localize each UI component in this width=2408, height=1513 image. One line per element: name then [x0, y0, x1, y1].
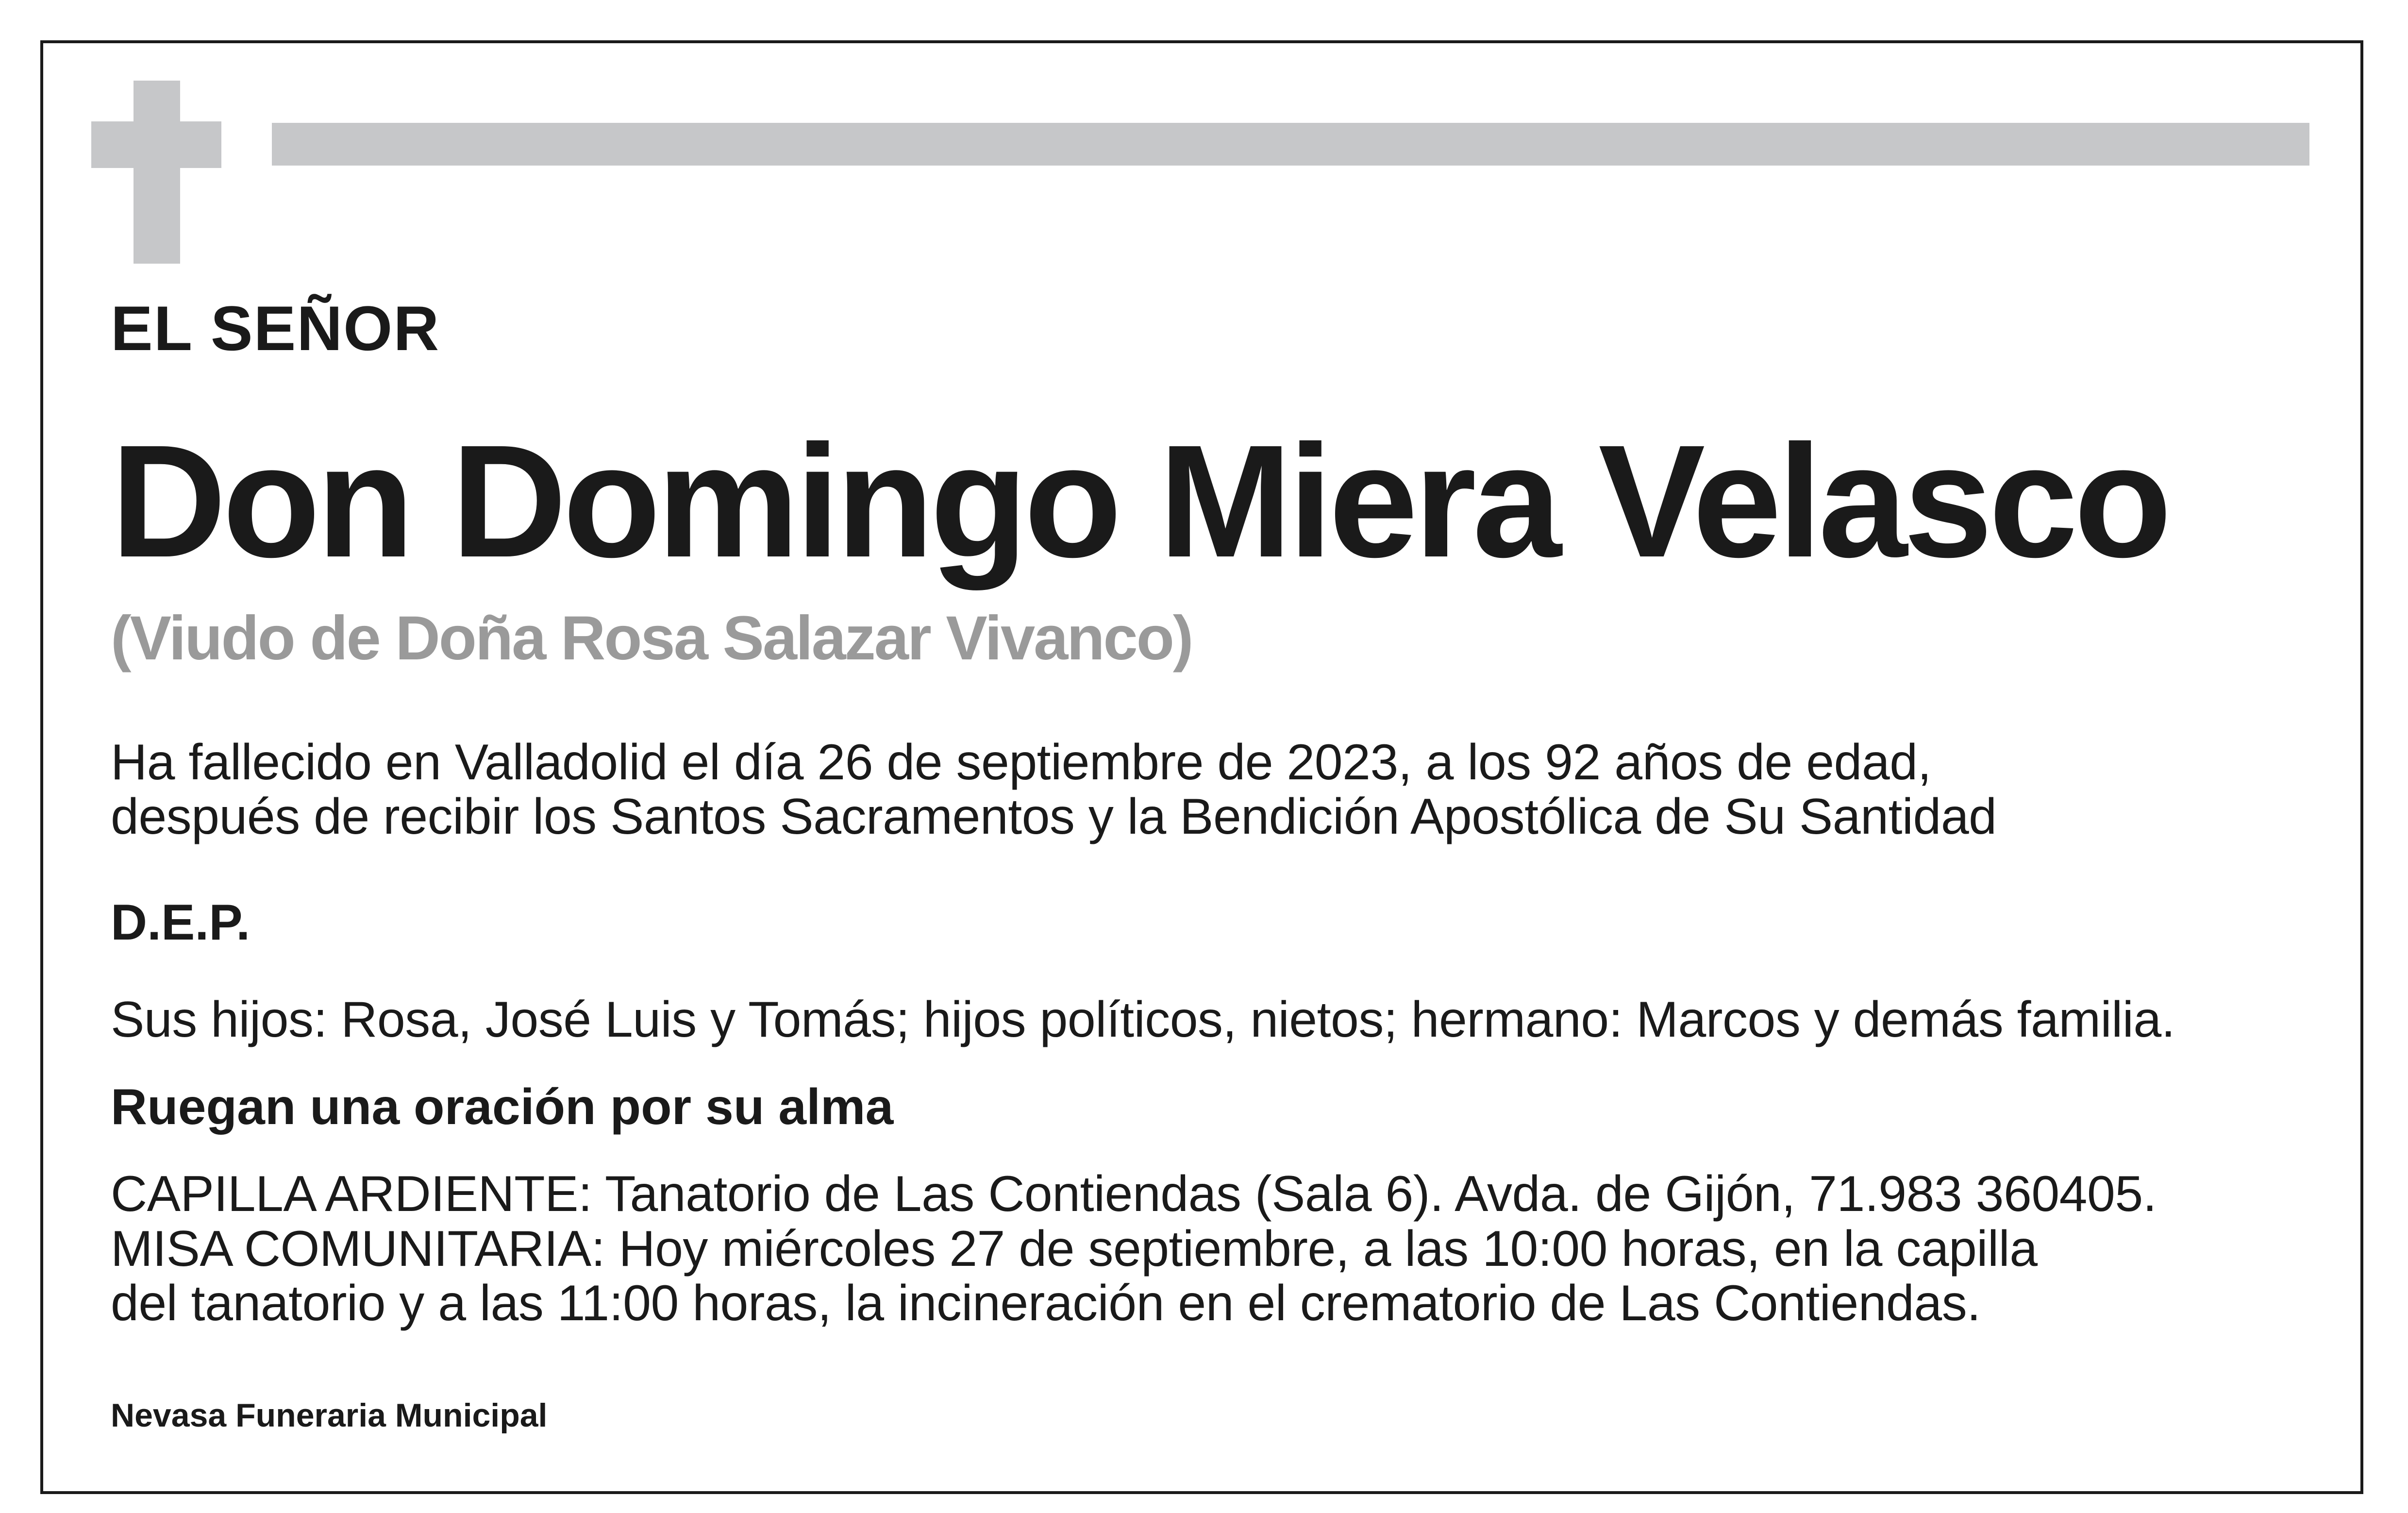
family-list: Sus hijos: Rosa, José Luis y Tomás; hijos políticos, nietos; hermano: Marcos y demás familia.: [111, 992, 2175, 1048]
cross-vertical-bar: [134, 81, 180, 264]
funeral-home-name: Nevasa Funeraria Municipal: [111, 1397, 548, 1434]
rip-abbreviation: D.E.P.: [111, 894, 251, 951]
mass-info-line-1: MISA COMUNITARIA: Hoy miércoles 27 de septiembre, a las 10:00 horas, en la capilla: [111, 1221, 2038, 1277]
header-rule: [272, 123, 2309, 166]
deceased-name: Don Domingo Miera Velasco: [111, 411, 2168, 590]
death-announcement-line-2: después de recibir los Santos Sacramentos y la Bendición Apostólica de Su Santidad: [111, 789, 1997, 845]
mass-info-line-2: del tanatorio y a las 11:00 horas, la incineración en el crematorio de Las Contiendas.: [111, 1275, 1981, 1331]
cross-horizontal-bar: [91, 121, 221, 168]
widow-note: (Viudo de Doña Rosa Salazar Vivanco): [111, 604, 1192, 673]
honorific: EL SEÑOR: [111, 293, 440, 364]
chapel-info: CAPILLA ARDIENTE: Tanatorio de Las Contiendas (Sala 6). Avda. de Gijón, 71.983 360405.: [111, 1166, 2157, 1222]
death-announcement-line-1: Ha fallecido en Valladolid el día 26 de septiembre de 2023, a los 92 años de edad,: [111, 734, 1931, 790]
prayer-request: Ruegan una oración por su alma: [111, 1079, 894, 1135]
